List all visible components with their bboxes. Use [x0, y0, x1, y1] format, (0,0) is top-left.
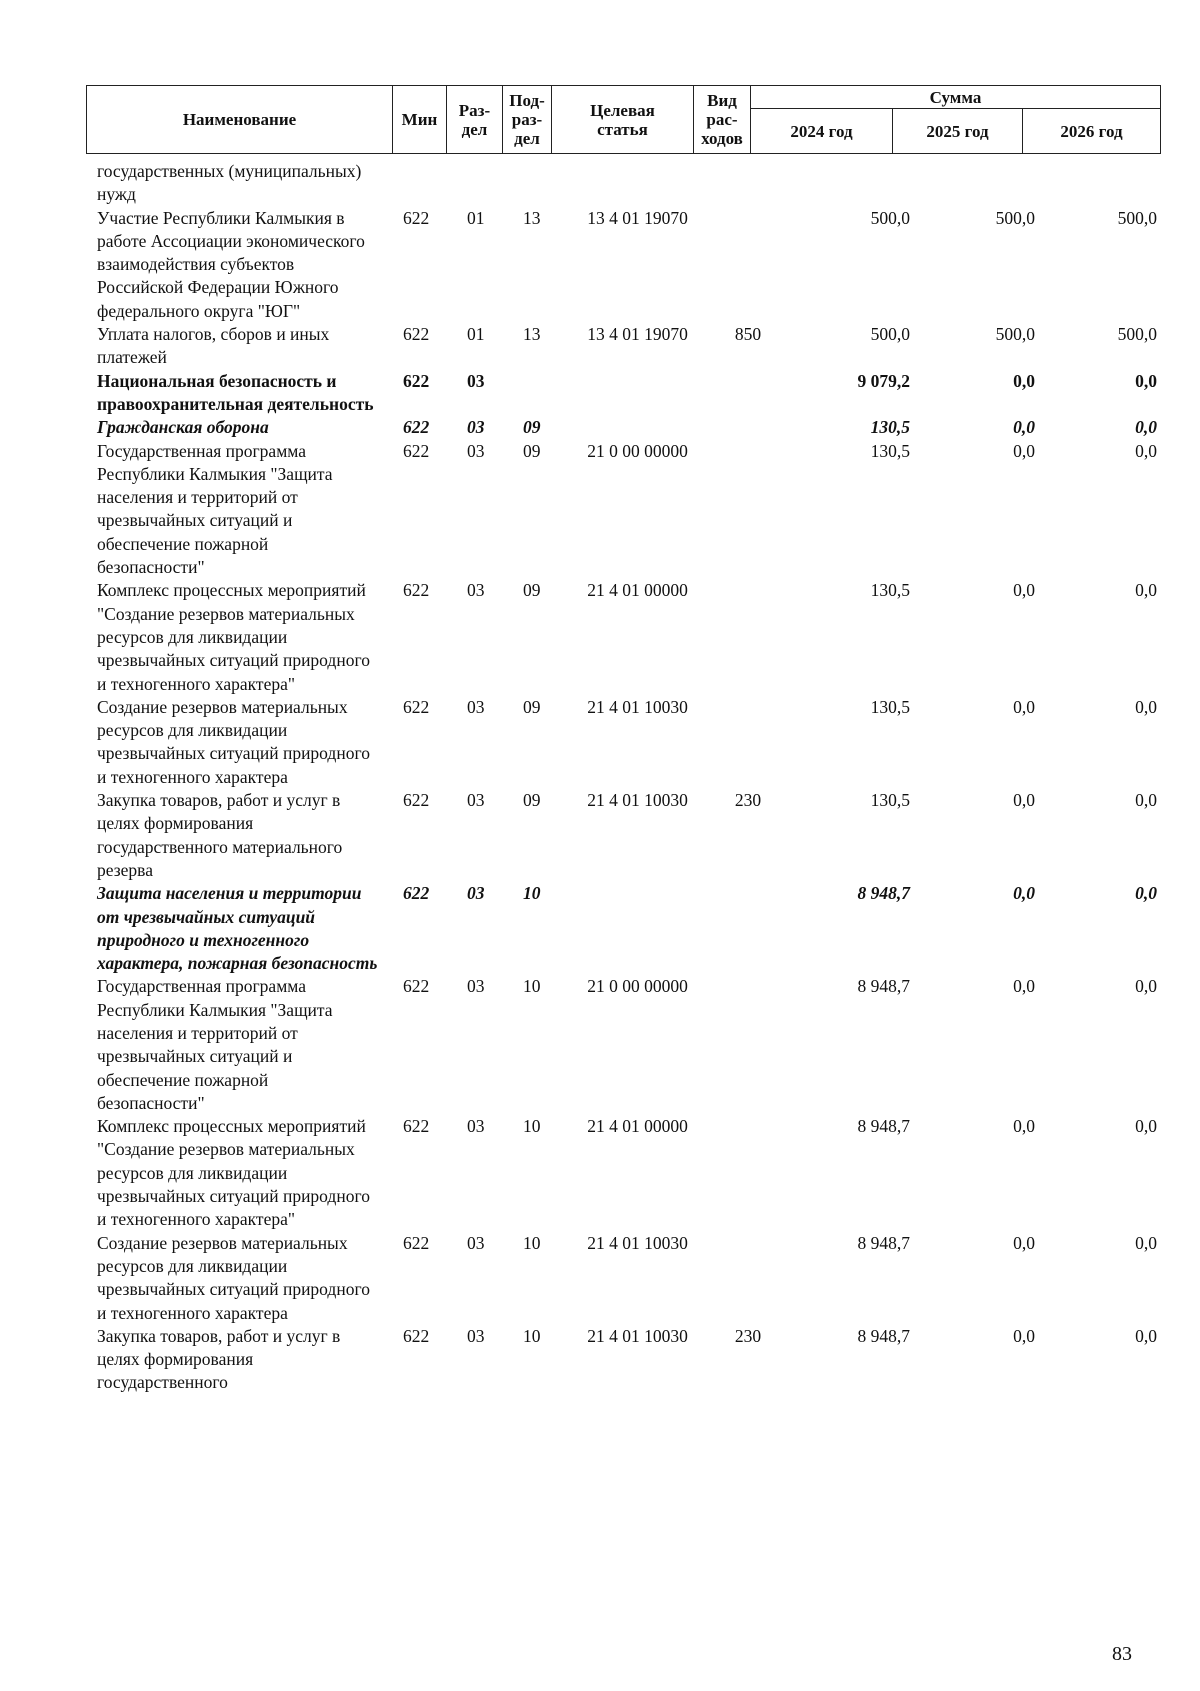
min-cell: 622 [403, 207, 430, 228]
table-row [86, 416, 1160, 439]
row-name-cell: Государственная программа Республики Калмыкия "Защита населения и территорий от чрезвычайных ситуаций и обеспечение пожарной безопасности" [97, 440, 333, 578]
header-year-2025: 2025 год [893, 109, 1023, 154]
sum-2024-cell: 9 079,2 [857, 370, 910, 391]
header-min: Мин [393, 86, 447, 154]
table-row [86, 440, 1160, 580]
sum-2026-cell: 0,0 [1135, 1116, 1157, 1137]
sum-2026-cell: 0,0 [1135, 883, 1157, 904]
row-name-cell: Комплекс процессных мероприятий "Создание резервов материальных ресурсов для ликвидации чрезвычайных ситуаций природного и техногенного характера" [97, 580, 370, 694]
page-number: 83 [1112, 1643, 1132, 1665]
min-cell: 622 [403, 440, 430, 461]
razdel-cell: 03 [467, 370, 485, 391]
podrazdel-cell: 10 [523, 1116, 541, 1137]
sum-2024-cell: 8 948,7 [857, 976, 910, 997]
razdel-cell: 01 [467, 207, 485, 228]
sum-2025-cell: 0,0 [1013, 440, 1035, 461]
sum-2025-cell: 0,0 [1013, 417, 1035, 438]
sum-2024-cell: 500,0 [870, 324, 910, 345]
celevaya-statya-cell: 21 0 00 00000 [587, 440, 688, 461]
min-cell: 622 [403, 696, 430, 717]
sum-2026-cell: 0,0 [1135, 370, 1157, 391]
row-name-cell: Гражданская оборона [97, 417, 269, 438]
celevaya-statya-cell: 21 0 00 00000 [587, 976, 688, 997]
sum-2025-cell: 0,0 [1013, 790, 1035, 811]
sum-2025-cell: 0,0 [1013, 696, 1035, 717]
sum-2024-cell: 130,5 [870, 440, 910, 461]
sum-2025-cell: 0,0 [1013, 580, 1035, 601]
sum-2024-cell: 500,0 [870, 207, 910, 228]
header-celevaya-statya: Целевая статья [552, 86, 694, 154]
min-cell: 622 [403, 883, 430, 904]
razdel-cell: 03 [467, 883, 485, 904]
sum-2026-cell: 0,0 [1135, 790, 1157, 811]
header-razdel: Раз- дел [447, 86, 503, 154]
sum-2026-cell: 500,0 [1117, 324, 1157, 345]
table-row [86, 789, 1160, 882]
sum-2024-cell: 8 948,7 [857, 883, 910, 904]
sum-2026-cell: 0,0 [1135, 976, 1157, 997]
row-name-cell: Закупка товаров, работ и услуг в целях формирования государственного материального резерва [97, 790, 343, 880]
sum-2024-cell: 8 948,7 [857, 1116, 910, 1137]
razdel-cell: 03 [467, 1116, 485, 1137]
celevaya-statya-cell: 21 4 01 00000 [587, 1116, 688, 1137]
min-cell: 622 [403, 976, 430, 997]
razdel-cell: 03 [467, 417, 485, 438]
celevaya-statya-cell: 13 4 01 19070 [587, 324, 688, 345]
sum-2025-cell: 0,0 [1013, 976, 1035, 997]
celevaya-statya-cell: 21 4 01 00000 [587, 580, 688, 601]
razdel-cell: 03 [467, 976, 485, 997]
razdel-cell: 03 [467, 1325, 485, 1346]
header-year-2026: 2026 год [1023, 109, 1161, 154]
celevaya-statya-cell: 21 4 01 10030 [587, 696, 688, 717]
sum-2025-cell: 0,0 [1013, 370, 1035, 391]
table-row [86, 975, 1160, 1115]
header-podrazdel: Под- раз- дел [503, 86, 552, 154]
table-header [86, 85, 1161, 154]
podrazdel-cell: 13 [523, 324, 541, 345]
sum-2024-cell: 130,5 [870, 790, 910, 811]
row-name-cell: Национальная безопасность и правоохранительная деятельность [97, 370, 374, 414]
header-summa: Сумма [751, 86, 1161, 109]
razdel-cell: 03 [467, 580, 485, 601]
sum-2025-cell: 0,0 [1013, 1325, 1035, 1346]
sum-2025-cell: 0,0 [1013, 883, 1035, 904]
podrazdel-cell: 10 [523, 883, 541, 904]
celevaya-statya-cell: 21 4 01 10030 [587, 1325, 688, 1346]
min-cell: 622 [403, 417, 430, 438]
celevaya-statya-cell: 21 4 01 10030 [587, 790, 688, 811]
row-name-cell: Создание резервов материальных ресурсов для ликвидации чрезвычайных ситуаций природного и техногенного характера [97, 696, 370, 787]
table-row [86, 1232, 1160, 1325]
sum-2024-cell: 8 948,7 [857, 1325, 910, 1346]
sum-2026-cell: 500,0 [1117, 207, 1157, 228]
table-row [86, 370, 1160, 417]
min-cell: 622 [403, 370, 430, 391]
podrazdel-cell: 10 [523, 976, 541, 997]
celevaya-statya-cell: 21 4 01 10030 [587, 1232, 688, 1253]
sum-2024-cell: 130,5 [870, 580, 910, 601]
vid-rashodov-cell: 850 [734, 324, 762, 345]
razdel-cell: 03 [467, 1232, 485, 1253]
podrazdel-cell: 09 [523, 440, 541, 461]
min-cell: 622 [403, 580, 430, 601]
table-row [86, 696, 1160, 789]
row-name-cell: Защита населения и территории от чрезвычайных ситуаций природного и техногенного характера, пожарная безопасность [97, 883, 378, 974]
vid-rashodov-cell: 230 [734, 790, 762, 811]
row-name-cell: Комплекс процессных мероприятий "Создание резервов материальных ресурсов для ликвидации чрезвычайных ситуаций природного и техногенного характера" [97, 1116, 370, 1230]
min-cell: 622 [403, 790, 430, 811]
sum-2025-cell: 500,0 [995, 207, 1035, 228]
table-row [86, 1325, 1160, 1395]
podrazdel-cell: 13 [523, 207, 541, 228]
sum-2026-cell: 0,0 [1135, 1325, 1157, 1346]
razdel-cell: 03 [467, 790, 485, 811]
row-name-cell: государственных (муниципальных) нужд [97, 161, 362, 205]
sum-2025-cell: 0,0 [1013, 1116, 1035, 1137]
sum-2026-cell: 0,0 [1135, 580, 1157, 601]
row-name-cell: Создание резервов материальных ресурсов для ликвидации чрезвычайных ситуаций природного и техногенного характера [97, 1232, 370, 1323]
row-name-cell: Закупка товаров, работ и услуг в целях формирования государственного [97, 1325, 341, 1393]
razdel-cell: 03 [467, 440, 485, 461]
podrazdel-cell: 09 [523, 580, 541, 601]
sum-2025-cell: 500,0 [995, 324, 1035, 345]
min-cell: 622 [403, 1232, 430, 1253]
razdel-cell: 01 [467, 324, 485, 345]
sum-2026-cell: 0,0 [1135, 696, 1157, 717]
table-row [86, 1115, 1160, 1231]
celevaya-statya-cell: 13 4 01 19070 [587, 207, 688, 228]
podrazdel-cell: 09 [523, 790, 541, 811]
sum-2026-cell: 0,0 [1135, 440, 1157, 461]
table-row [86, 579, 1160, 695]
header-year-2024: 2024 год [751, 109, 893, 154]
sum-2025-cell: 0,0 [1013, 1232, 1035, 1253]
podrazdel-cell: 10 [523, 1232, 541, 1253]
min-cell: 622 [403, 324, 430, 345]
podrazdel-cell: 10 [523, 1325, 541, 1346]
vid-rashodov-cell: 230 [734, 1325, 762, 1346]
header-name: Наименование [87, 86, 393, 154]
table-row [86, 160, 1160, 207]
sum-2026-cell: 0,0 [1135, 1232, 1157, 1253]
row-name-cell: Уплата налогов, сборов и иных платежей [97, 324, 330, 368]
row-name-cell: Участие Республики Калмыкия в работе Ассоциации экономического взаимодействия субъектов Российской Федерации Южного федерального округа "ЮГ" [97, 207, 365, 321]
sum-2026-cell: 0,0 [1135, 417, 1157, 438]
sum-2024-cell: 8 948,7 [857, 1232, 910, 1253]
table-row [86, 323, 1160, 370]
min-cell: 622 [403, 1116, 430, 1137]
table-row [86, 207, 1160, 323]
min-cell: 622 [403, 1325, 430, 1346]
table-row [86, 882, 1160, 975]
razdel-cell: 03 [467, 696, 485, 717]
table-body [86, 160, 1160, 1395]
sum-2024-cell: 130,5 [870, 696, 910, 717]
sum-2024-cell: 130,5 [870, 417, 910, 438]
row-name-cell: Государственная программа Республики Калмыкия "Защита населения и территорий от чрезвычайных ситуаций и обеспечение пожарной безопасности" [97, 976, 333, 1113]
header-vid-rashodov: Вид рас- ходов [694, 86, 751, 154]
podrazdel-cell: 09 [523, 696, 541, 717]
podrazdel-cell: 09 [523, 417, 541, 438]
